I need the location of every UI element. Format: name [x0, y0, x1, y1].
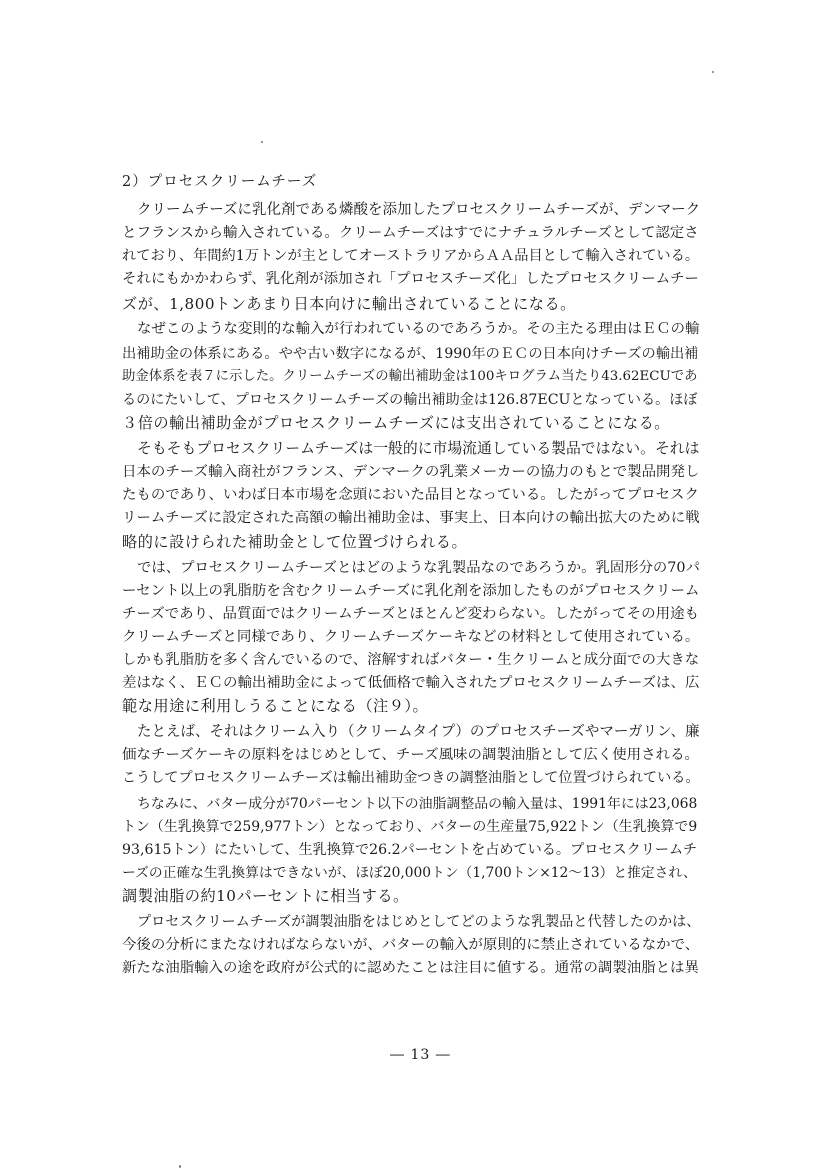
body-line: るのにたいして、プロセスクリームチーズの輸出補助金は126.87ECUとなっている。ほぼ — [122, 392, 698, 408]
body-line: なぜこのような変則的な輸入が行われているのであろうか。その主たる理由はＥＣの輸 — [137, 321, 700, 337]
body-line: とフランスから輸入されている。クリームチーズはすでにナチュラルチーズとして認定さ — [122, 225, 699, 241]
body-line: 調製油脂の約10パーセントに相当する。 — [122, 887, 409, 905]
section-heading: 2）プロセスクリームチーズ — [122, 174, 318, 190]
body-line: リームチーズに設定された高額の輸出補助金は、事実上、日本向けの輸出拡大のために戦 — [122, 510, 700, 526]
body-line: チーズであり、品質面ではクリームチーズとほとんど変わらない。したがってその用途も — [122, 606, 700, 622]
body-line: ちなみに、バター成分が70パーセント以下の油脂調整品の輸入量は、1991年には23,068 — [137, 796, 698, 812]
body-line: れており、年間約1万トンが主としてオーストラリアからＡＡ品目として輸入されている。 — [122, 248, 700, 264]
body-line: たものであり、いわば日本市場を念頭においた品目となっている。したがってプロセスク — [122, 487, 699, 503]
body-line: ズが、1,800トンあまり日本向けに輸出されていることになる。 — [122, 295, 576, 313]
body-line: プロセスクリームチーズが調製油脂をはじめとしてどのような乳製品と代替したのかは、 — [137, 914, 701, 930]
body-line: 略的に設けられた補助金として位置づけられる。 — [122, 533, 468, 551]
body-line: 差はなく、ＥＣの輸出補助金によって低価格で輸入されたプロセスクリームチーズは、広 — [122, 675, 700, 691]
body-line: クリームチーズに乳化剤である燐酸を添加したプロセスクリームチーズが、デンマーク — [137, 202, 701, 218]
body-line: ３倍の輸出補助金がプロセスクリームチーズには支出されていることになる。 — [122, 414, 670, 432]
body-line: それにもかかわらず、乳化剤が添加され「プロセスチーズ化」したプロセスクリームチー — [122, 271, 699, 287]
body-line: 今後の分析にまたなければならないが、バターの輸入が原則的に禁止されているなかで、 — [122, 937, 700, 953]
body-line: こうしてプロセスクリームチーズは輸出補助金つきの調整油脂として位置づけられている。 — [122, 770, 700, 786]
body-line: 新たな油脂輸入の途を政府が公式的に認めたことは注目に値する。通常の調製油脂とは異 — [122, 960, 699, 976]
body-line: クリームチーズと同様であり、クリームチーズケーキなどの材料として使用されている。 — [122, 629, 700, 645]
page-number: ― 13 ― — [390, 1047, 451, 1063]
body-line: たとえば、それはクリーム入り（クリームタイプ）のプロセスチーズやマーガリン、廉 — [137, 724, 700, 740]
body-line: 出補助金の体系にある。やや古い数字になるが、1990年のＥＣの日本向けチーズの輸出補 — [122, 346, 699, 362]
scan-speck — [712, 71, 714, 73]
body-line: では、プロセスクリームチーズとはどのような乳製品なのであろうか。乳固形分の70パ — [137, 560, 700, 576]
body-line: しかも乳脂肪を多く含んでいるので、溶解すればバター・生クリームと成分面での大きな — [122, 652, 700, 668]
body-line: 93,615トン）にたいして、生乳換算で26.2パーセントを占めている。プロセスクリームチ — [122, 842, 698, 858]
body-line: ーズの正確な生乳換算はできないが、ほぼ20,000トン（1,700トン×12～13）と推定され、 — [122, 865, 697, 881]
body-line: そもそもプロセスクリームチーズは一般的に市場流通している製品ではない。それは — [137, 440, 700, 457]
body-line: 価なチーズケーキの原料をはじめとして、チーズ風味の調製油脂として広く使用される。 — [122, 747, 700, 763]
body-line: 範な用途に利用しうることになる（注９）。 — [122, 697, 429, 715]
body-line: 助金体系を表７に示した。クリームチーズの輸出補助金は100キログラム当たり43.62ECUであ — [122, 369, 698, 384]
scan-speck — [261, 141, 263, 143]
body-line: ーセント以上の乳脂肪を含むクリームチーズに乳化剤を添加したものがプロセスクリーム — [122, 583, 700, 599]
body-line: 日本のチーズ輸入商社がフランス、デンマークの乳業メーカーの協力のもとで製品開発し — [122, 464, 700, 480]
body-line: トン（生乳換算で259,977トン）となっており、バターの生産量75,922トン（生乳換算で9 — [122, 819, 698, 835]
scan-speck — [179, 1165, 181, 1168]
